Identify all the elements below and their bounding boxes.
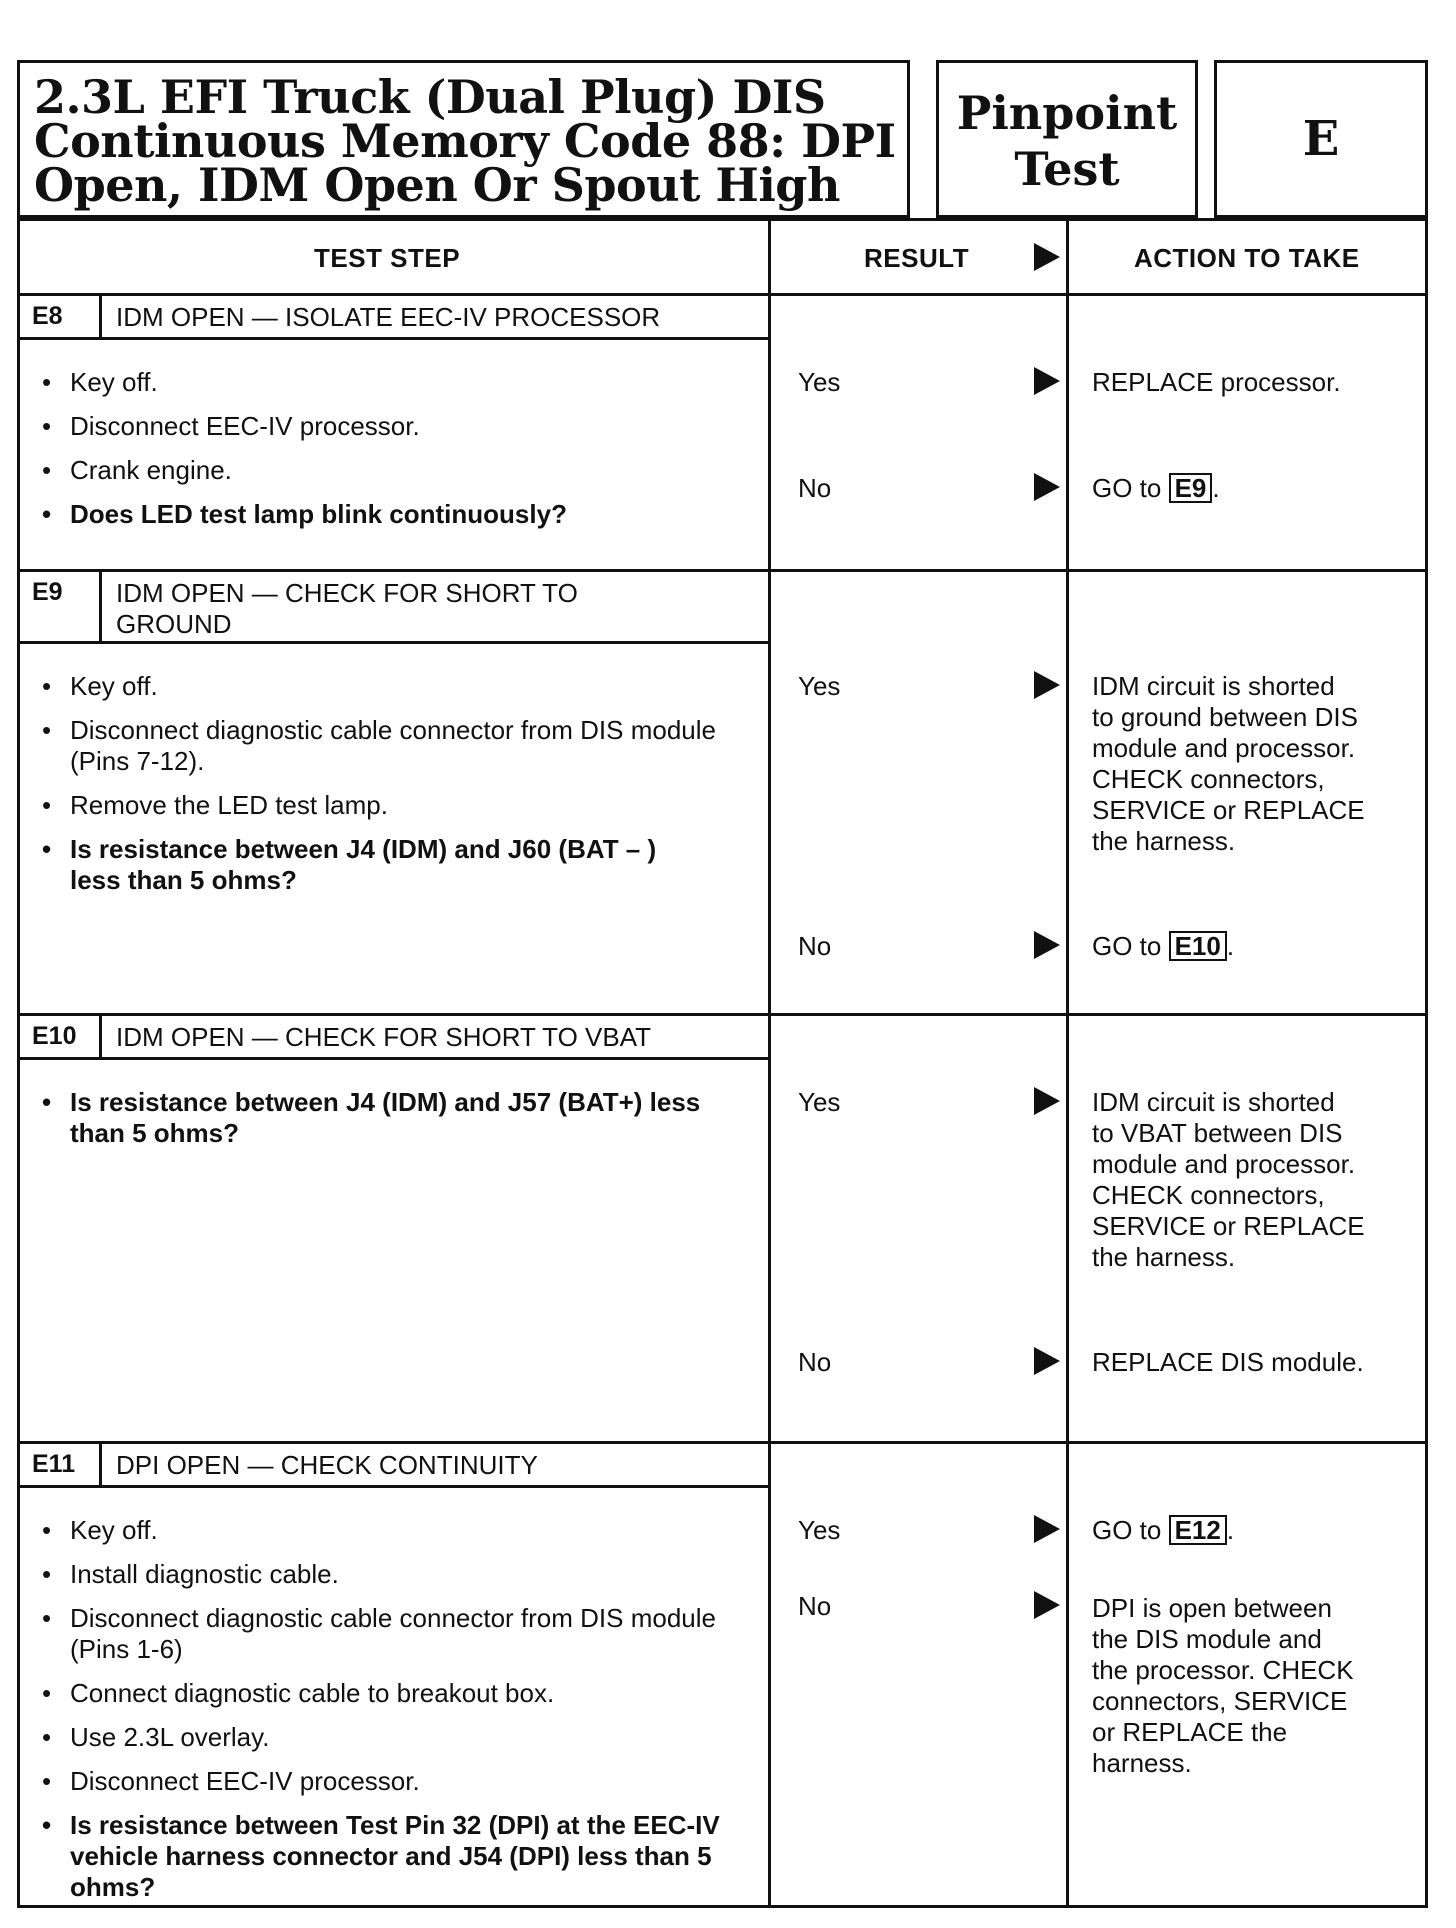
action-text: IDM circuit is shorted to VBAT between DIS module and processor. CHECK connectors, SERVICE or REPLACE the harness. — [1092, 1087, 1365, 1272]
arrow-icon — [1034, 1591, 1060, 1619]
step-question: • Does LED test lamp blink continuously? — [38, 499, 758, 530]
step-id: E8 — [20, 296, 102, 337]
result-yes: Yes — [798, 671, 841, 701]
result-no: No — [798, 473, 832, 503]
list-item: • Disconnect diagnostic cable connector from DIS module (Pins 1-6) — [38, 1603, 738, 1665]
arrow-icon — [1034, 671, 1060, 699]
title-line-1: 2.3L EFI Truck (Dual Plug) DIS — [34, 70, 826, 124]
result-no: No — [798, 1591, 832, 1621]
title-line-2: Continuous Memory Code 88: DPI — [34, 114, 896, 168]
result-yes: Yes — [798, 1087, 841, 1117]
action-goto: GO to E10 . — [1092, 931, 1235, 961]
arrow-icon — [1034, 1515, 1060, 1543]
step-question: • Is resistance between J4 (IDM) and J57 (BAT+) less than 5 ohms? — [38, 1087, 758, 1149]
action-goto: GO to E12 . — [1092, 1515, 1235, 1545]
list-item: • Key off. — [38, 671, 738, 702]
step-bullets — [38, 1515, 738, 1916]
step-id: E10 — [20, 1016, 102, 1057]
step-question: • Is resistance between Test Pin 32 (DPI) at the EEC-IV vehicle harness connector and J54 (DPI) less than 5 ohms? — [38, 1810, 750, 1903]
step-bullets — [38, 671, 738, 909]
action-text: DPI is open between the DIS module and the processor. CHECK connectors, SERVICE or REPLACE the harness. — [1092, 1593, 1354, 1778]
result-no: No — [798, 931, 832, 961]
step-ref-e9[interactable]: E9 — [1169, 473, 1213, 503]
pinpoint-test-box — [936, 60, 1198, 218]
pinpoint-table — [17, 218, 1428, 1908]
result-yes: Yes — [798, 1515, 841, 1545]
test-label: Test — [1014, 142, 1120, 196]
pinpoint-label: Pinpoint — [956, 86, 1178, 140]
title-box — [17, 60, 910, 218]
result-yes: Yes — [798, 367, 841, 397]
list-item: • Key off. — [38, 1515, 738, 1546]
step-id: E9 — [20, 572, 102, 641]
step-ref-e10[interactable]: E10 — [1169, 931, 1227, 961]
list-item: • Disconnect diagnostic cable connector from DIS module (Pins 7-12). — [38, 715, 738, 777]
result-no: No — [798, 1347, 832, 1377]
step-ref-e12[interactable]: E12 — [1169, 1515, 1227, 1545]
action-text: REPLACE processor. — [1092, 367, 1341, 397]
list-item: • Remove the LED test lamp. — [38, 790, 738, 821]
step-bullets — [38, 367, 758, 543]
action-goto: GO to E9 . — [1092, 473, 1220, 503]
list-item: • Connect diagnostic cable to breakout box. — [38, 1678, 738, 1709]
header-action: ACTION TO TAKE — [1134, 243, 1360, 273]
list-item: • Disconnect EEC-IV processor. — [38, 1766, 738, 1797]
step-tag — [20, 1444, 768, 1488]
section-letter-box — [1214, 60, 1428, 218]
page-title — [34, 70, 897, 212]
step-bullets — [38, 1087, 758, 1162]
step-tag — [20, 1016, 768, 1060]
step-name: IDM OPEN — CHECK FOR SHORT TO GROUND — [116, 578, 578, 639]
arrow-icon — [1034, 1087, 1060, 1115]
arrow-icon — [1034, 367, 1060, 395]
step-question: • Is resistance between J4 (IDM) and J60 (BAT – ) less than 5 ohms? — [38, 834, 670, 896]
list-item: • Use 2.3L overlay. — [38, 1722, 738, 1753]
header-test-step: TEST STEP — [314, 243, 461, 273]
arrow-icon — [1034, 243, 1060, 271]
step-id: E11 — [20, 1444, 102, 1485]
list-item: • Disconnect EEC-IV processor. — [38, 411, 758, 442]
action-text: IDM circuit is shorted to ground between DIS module and processor. CHECK connectors, SERVICE or REPLACE the harness. — [1092, 671, 1365, 856]
header-result: RESULT — [864, 243, 970, 273]
step-tag — [20, 572, 768, 644]
list-item: • Crank engine. — [38, 455, 758, 486]
arrow-icon — [1034, 931, 1060, 959]
title-line-3: Open, IDM Open Or Spout High — [34, 158, 840, 212]
arrow-icon — [1034, 1347, 1060, 1375]
section-letter: E — [1302, 111, 1340, 167]
list-item: • Install diagnostic cable. — [38, 1559, 738, 1590]
action-text: REPLACE DIS module. — [1092, 1347, 1364, 1377]
step-name: IDM OPEN — CHECK FOR SHORT TO VBAT — [116, 1022, 652, 1052]
step-tag — [20, 296, 768, 340]
step-name: IDM OPEN — ISOLATE EEC-IV PROCESSOR — [116, 302, 661, 332]
arrow-icon — [1034, 473, 1060, 501]
step-name: DPI OPEN — CHECK CONTINUITY — [116, 1450, 538, 1480]
list-item: • Key off. — [38, 367, 758, 398]
